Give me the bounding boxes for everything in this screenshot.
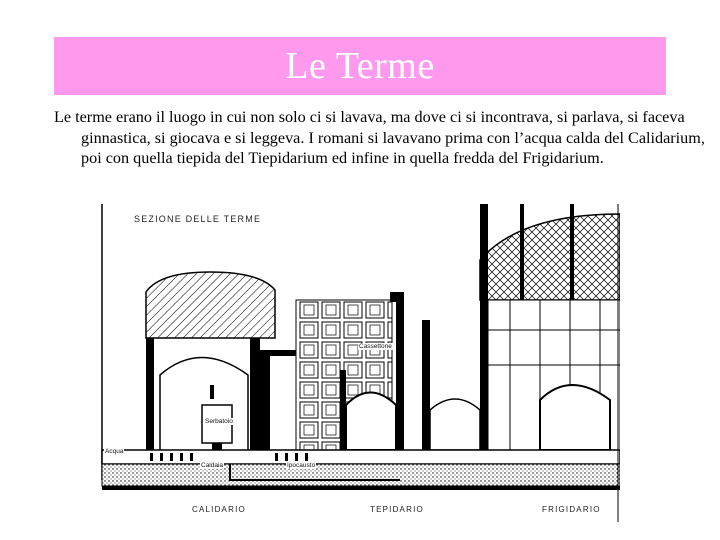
serbatoio-label: Serbatoio <box>205 418 233 425</box>
frigidario-caption: FRIGIDARIO <box>542 505 601 514</box>
slide-title: Le Terme <box>285 45 435 87</box>
acqua-label: Acqua <box>105 448 124 455</box>
caldaia-label: Caldaia <box>201 462 224 469</box>
title-bar <box>54 37 666 95</box>
tepidario-caption: TEPIDARIO <box>370 505 424 514</box>
slide-body-text: Le terme erano il luogo in cui non solo ci si lavava, ma dove ci si incontrava, si parlava, si faceva ginnastica, si giocava e si leggeva. I romani si lavavano prima con l’acqua calda del Calidarium, poi con quella tiepida del Tiepidarium ed infine in quella fredda del Frigidarium. <box>54 108 705 167</box>
calidario-caption: CALIDARIO <box>192 505 246 514</box>
ipocausto-label: Ipocausto <box>287 462 316 469</box>
cassettone-label: Cassettone <box>359 343 392 350</box>
baths-cross-section-illustration <box>100 200 620 522</box>
figure-heading: SEZIONE DELLE TERME <box>134 214 262 224</box>
baths-cross-section-drawing <box>100 200 620 522</box>
